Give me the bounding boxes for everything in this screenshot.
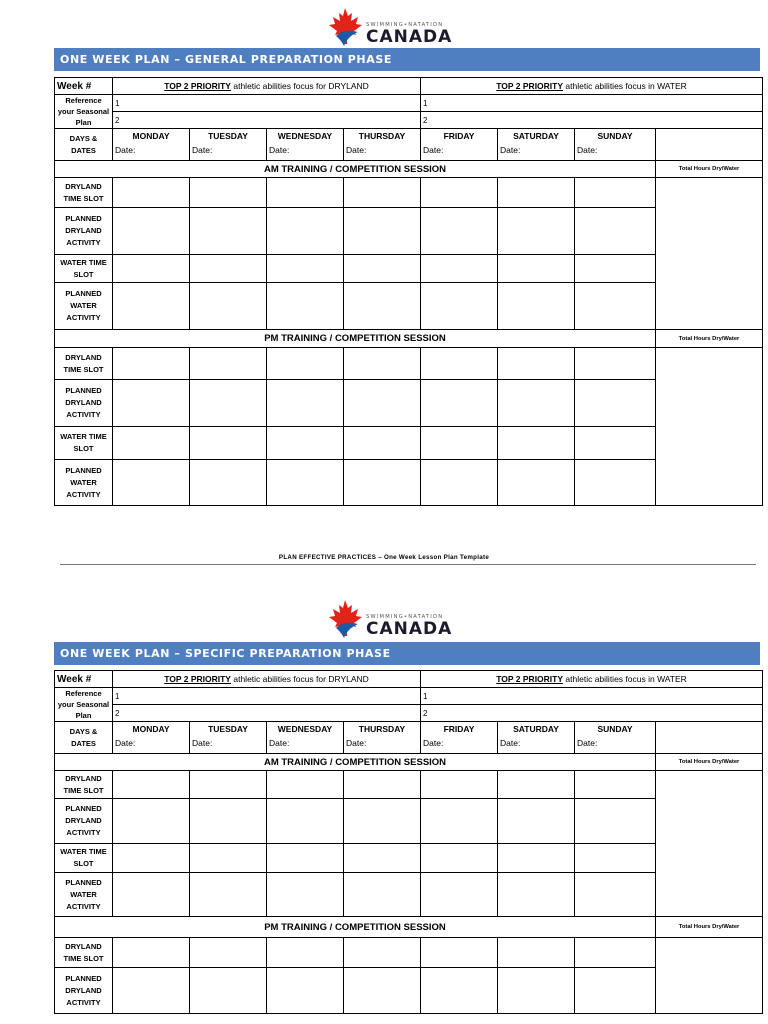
dryland-priority-1-field[interactable]: 1 (113, 95, 421, 112)
water-priority-header: TOP 2 PRIORITY athletic abilities focus in WATER (421, 78, 763, 95)
plan-cell[interactable] (113, 873, 190, 917)
plan-cell[interactable] (575, 178, 656, 208)
plan-cell[interactable] (113, 380, 190, 427)
day-header-thursday[interactable]: THURSDAY Date: (344, 129, 421, 161)
plan-cell[interactable] (575, 255, 656, 283)
row-label-planned-dryland-activity: PLANNED DRYLAND ACTIVITY (55, 968, 113, 1014)
plan-cell[interactable] (190, 460, 267, 506)
plan-cell[interactable] (190, 873, 267, 917)
footer-divider (60, 564, 756, 565)
pm-total-hours-field[interactable] (656, 348, 763, 506)
plan-cell[interactable] (113, 460, 190, 506)
plan-cell[interactable] (575, 208, 656, 255)
plan-cell[interactable] (498, 873, 575, 917)
plan-cell[interactable] (190, 844, 267, 873)
header-blank-cell (656, 722, 763, 754)
header-blank-cell (656, 129, 763, 161)
plan-cell[interactable] (421, 348, 498, 380)
row-label-water-time-slot: WATER TIME SLOT (55, 255, 113, 283)
week-plan-table (54, 77, 763, 506)
dryland-priority-1-field[interactable]: 1 (113, 688, 421, 705)
plan-cell[interactable] (190, 380, 267, 427)
dryland-priority-header: TOP 2 PRIORITY athletic abilities focus for DRYLAND (113, 671, 421, 688)
maple-leaf-icon (326, 598, 366, 640)
plan-cell[interactable] (421, 208, 498, 255)
day-header-wednesday[interactable]: WEDNESDAY Date: (267, 129, 344, 161)
plan-cell[interactable] (344, 208, 421, 255)
plan-cell[interactable] (498, 255, 575, 283)
maple-leaf-icon (326, 6, 366, 48)
logo-name: CANADA (366, 619, 453, 639)
plan-cell[interactable] (267, 380, 344, 427)
plan-cell[interactable] (344, 771, 421, 799)
water-priority-2-field[interactable]: 2 (421, 112, 763, 129)
day-header-monday[interactable]: MONDAY Date: (113, 722, 190, 754)
week-plan-table (54, 670, 763, 1014)
plan-cell[interactable] (190, 968, 267, 1014)
plan-cell[interactable] (575, 283, 656, 330)
plan-cell[interactable] (421, 968, 498, 1014)
plan-cell[interactable] (267, 178, 344, 208)
row-label-water-time-slot: WATER TIME SLOT (55, 844, 113, 873)
plan-cell[interactable] (421, 178, 498, 208)
plan-cell[interactable] (267, 968, 344, 1014)
plan-cell[interactable] (344, 255, 421, 283)
plan-cell[interactable] (267, 938, 344, 968)
plan-cell[interactable] (113, 799, 190, 844)
plan-cell[interactable] (344, 348, 421, 380)
plan-cell[interactable] (498, 427, 575, 460)
plan-cell[interactable] (113, 968, 190, 1014)
plan-cell[interactable] (113, 844, 190, 873)
plan-cell[interactable] (267, 427, 344, 460)
row-label-dryland-time-slot: DRYLAND TIME SLOT (55, 348, 113, 380)
pm-session-header: PM TRAINING / COMPETITION SESSION (55, 917, 656, 938)
plan-cell[interactable] (421, 427, 498, 460)
pm-total-hours-label: Total Hours Dry/Water (656, 917, 763, 938)
plan-cell[interactable] (498, 460, 575, 506)
plan-cell[interactable] (421, 873, 498, 917)
row-label-water-time-slot: WATER TIME SLOT (55, 427, 113, 460)
am-total-hours-field[interactable] (656, 178, 763, 330)
plan-cell[interactable] (190, 283, 267, 330)
plan-cell[interactable] (113, 348, 190, 380)
plan-cell[interactable] (267, 771, 344, 799)
row-label-dryland-time-slot: DRYLAND TIME SLOT (55, 771, 113, 799)
plan-cell[interactable] (267, 255, 344, 283)
row-label-planned-dryland-activity: PLANNED DRYLAND ACTIVITY (55, 799, 113, 844)
plan-cell[interactable] (344, 283, 421, 330)
plan-cell[interactable] (344, 968, 421, 1014)
plan-cell[interactable] (113, 427, 190, 460)
logo-tagline: SWIMMING•NATATION (366, 614, 444, 620)
plan-cell[interactable] (113, 178, 190, 208)
plan-cell[interactable] (498, 844, 575, 873)
plan-cell[interactable] (344, 460, 421, 506)
plan-cell[interactable] (190, 255, 267, 283)
day-header-tuesday[interactable]: TUESDAY Date: (190, 129, 267, 161)
plan-cell[interactable] (113, 771, 190, 799)
plan-cell[interactable] (267, 348, 344, 380)
water-priority-2-field[interactable]: 2 (421, 705, 763, 722)
plan-cell[interactable] (498, 799, 575, 844)
dryland-priority-header: TOP 2 PRIORITY athletic abilities focus for DRYLAND (113, 78, 421, 95)
day-header-sunday[interactable]: SUNDAY Date: (575, 129, 656, 161)
water-priority-1-field[interactable]: 1 (421, 688, 763, 705)
week-number-label: Week # (55, 78, 113, 95)
plan-cell[interactable] (344, 938, 421, 968)
days-dates-label: DAYS & DATES (55, 129, 113, 161)
plan-cell[interactable] (344, 873, 421, 917)
reference-seasonal-plan-label: Reference your Seasonal Plan (55, 95, 113, 129)
plan-cell[interactable] (190, 348, 267, 380)
dryland-priority-2-field[interactable]: 2 (113, 112, 421, 129)
plan-cell[interactable] (267, 799, 344, 844)
plan-cell[interactable] (575, 771, 656, 799)
plan-cell[interactable] (344, 844, 421, 873)
days-dates-label: DAYS & DATES (55, 722, 113, 754)
plan-cell[interactable] (344, 427, 421, 460)
logo-name: CANADA (366, 27, 453, 47)
swimming-canada-logo (326, 598, 466, 642)
plan-cell[interactable] (498, 968, 575, 1014)
day-header-friday[interactable]: FRIDAY Date: (421, 129, 498, 161)
plan-cell[interactable] (575, 460, 656, 506)
plan-cell[interactable] (575, 968, 656, 1014)
plan-cell[interactable] (498, 380, 575, 427)
am-total-hours-label: Total Hours Dry/Water (656, 161, 763, 178)
am-session-header: AM TRAINING / COMPETITION SESSION (55, 754, 656, 771)
plan-cell[interactable] (575, 427, 656, 460)
plan-cell[interactable] (344, 799, 421, 844)
plan-cell[interactable] (575, 938, 656, 968)
plan-cell[interactable] (267, 460, 344, 506)
plan-cell[interactable] (498, 178, 575, 208)
row-label-planned-dryland-activity: PLANNED DRYLAND ACTIVITY (55, 380, 113, 427)
row-label-dryland-time-slot: DRYLAND TIME SLOT (55, 178, 113, 208)
swimming-canada-logo (326, 6, 466, 50)
plan-cell[interactable] (421, 460, 498, 506)
day-header-thursday[interactable]: THURSDAY Date: (344, 722, 421, 754)
plan-cell[interactable] (498, 348, 575, 380)
logo-tagline: SWIMMING•NATATION (366, 22, 444, 28)
reference-seasonal-plan-label: Reference your Seasonal Plan (55, 688, 113, 722)
row-label-planned-water-activity: PLANNED WATER ACTIVITY (55, 283, 113, 330)
plan-cell[interactable] (113, 283, 190, 330)
plan-cell[interactable] (190, 427, 267, 460)
plan-cell[interactable] (113, 255, 190, 283)
row-label-dryland-time-slot: DRYLAND TIME SLOT (55, 938, 113, 968)
plan-cell[interactable] (421, 799, 498, 844)
day-header-tuesday[interactable]: TUESDAY Date: (190, 722, 267, 754)
day-header-saturday[interactable]: SATURDAY Date: (498, 722, 575, 754)
plan-cell[interactable] (190, 799, 267, 844)
plan-cell[interactable] (344, 380, 421, 427)
am-total-hours-label: Total Hours Dry/Water (656, 754, 763, 771)
row-label-planned-water-activity: PLANNED WATER ACTIVITY (55, 873, 113, 917)
plan-title-banner: ONE WEEK PLAN – GENERAL PREPARATION PHASE (54, 48, 760, 71)
water-priority-header: TOP 2 PRIORITY athletic abilities focus in WATER (421, 671, 763, 688)
am-total-hours-field[interactable] (656, 771, 763, 917)
plan-cell[interactable] (575, 348, 656, 380)
am-session-header: AM TRAINING / COMPETITION SESSION (55, 161, 656, 178)
plan-cell[interactable] (498, 208, 575, 255)
plan-cell[interactable] (575, 844, 656, 873)
plan-title-banner: ONE WEEK PLAN – SPECIFIC PREPARATION PHASE (54, 642, 760, 665)
water-priority-1-field[interactable]: 1 (421, 95, 763, 112)
plan-cell[interactable] (113, 938, 190, 968)
day-header-friday[interactable]: FRIDAY Date: (421, 722, 498, 754)
day-header-sunday[interactable]: SUNDAY Date: (575, 722, 656, 754)
plan-cell[interactable] (575, 799, 656, 844)
day-header-monday[interactable]: MONDAY Date: (113, 129, 190, 161)
pm-total-hours-label: Total Hours Dry/Water (656, 330, 763, 348)
plan-cell[interactable] (190, 208, 267, 255)
plan-cell[interactable] (267, 844, 344, 873)
day-header-wednesday[interactable]: WEDNESDAY Date: (267, 722, 344, 754)
plan-cell[interactable] (575, 380, 656, 427)
plan-cell[interactable] (421, 844, 498, 873)
plan-cell[interactable] (575, 873, 656, 917)
plan-cell[interactable] (344, 178, 421, 208)
row-label-planned-dryland-activity: PLANNED DRYLAND ACTIVITY (55, 208, 113, 255)
pm-total-hours-field[interactable] (656, 938, 763, 1014)
plan-cell[interactable] (421, 938, 498, 968)
plan-cell[interactable] (421, 255, 498, 283)
row-label-planned-water-activity: PLANNED WATER ACTIVITY (55, 460, 113, 506)
page-footer-text: PLAN EFFECTIVE PRACTICES – One Week Lesson Plan Template (278, 554, 490, 561)
plan-cell[interactable] (190, 178, 267, 208)
week-number-label: Week # (55, 671, 113, 688)
plan-cell[interactable] (498, 283, 575, 330)
plan-cell[interactable] (498, 938, 575, 968)
plan-cell[interactable] (421, 771, 498, 799)
plan-cell[interactable] (267, 208, 344, 255)
plan-cell[interactable] (190, 771, 267, 799)
plan-cell[interactable] (113, 208, 190, 255)
day-header-saturday[interactable]: SATURDAY Date: (498, 129, 575, 161)
plan-cell[interactable] (421, 380, 498, 427)
plan-cell[interactable] (267, 873, 344, 917)
plan-cell[interactable] (190, 938, 267, 968)
dryland-priority-2-field[interactable]: 2 (113, 705, 421, 722)
plan-cell[interactable] (498, 771, 575, 799)
pm-session-header: PM TRAINING / COMPETITION SESSION (55, 330, 656, 348)
plan-cell[interactable] (421, 283, 498, 330)
plan-cell[interactable] (267, 283, 344, 330)
